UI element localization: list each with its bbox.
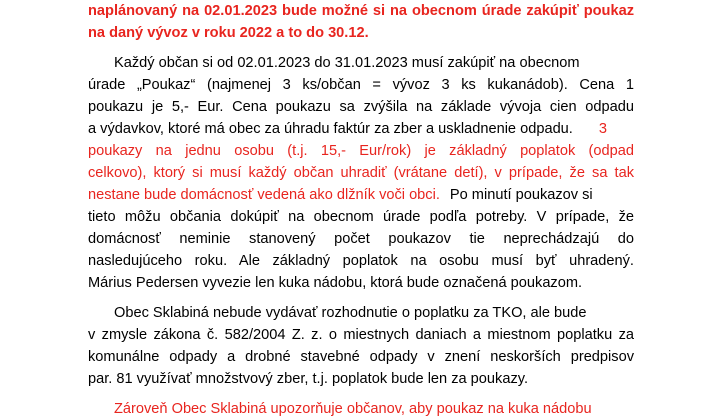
- p1-line-2: úrade „Poukaz“ (najmenej 3 ks/občan = vývoz 3 ks kukanádob). Cena 1: [88, 77, 634, 93]
- intro-line-2: na daný vývoz v roku 2022 a to do 30.12.: [88, 25, 369, 41]
- p1-line-7: [88, 184, 634, 206]
- p1-line-8: tieto môžu občania dokúpiť na obecnom úrade podľa potreby. V prípade, že: [88, 209, 634, 225]
- p1-line-4: [88, 118, 634, 140]
- p2-line-2: v zmysle zákona č. 582/2004 Z. z. o miestnych daniach a miestnom poplatku za: [88, 327, 634, 343]
- p1-line-4-red: 3: [598, 121, 607, 137]
- p1-line-11: Márius Pedersen vyvezie len kuka nádobu, ktorá bude označená poukazom.: [88, 275, 583, 291]
- p1-line-9: domácnosť neminie stanovený počet poukazov tie neprechádzajú do: [88, 231, 634, 247]
- p1-line-7-black: Po minutí poukazov si: [449, 187, 593, 203]
- p2-line-3: komunálne odpady a drobné stavebné odpady v znení neskorších predpisov: [88, 349, 634, 365]
- p1-line-5: poukazy na jednu osobu (t.j. 15,- Eur/rok) je základný poplatok (odpad: [88, 143, 634, 159]
- p3-line-1: Zároveň Obec Sklabiná upozorňuje občanov, aby poukaz na kuka nádobu: [114, 401, 592, 417]
- p1-line-1: Každý občan si od 02.01.2023 do 31.01.2023 musí zakúpiť na obecnom: [114, 55, 580, 71]
- p1-line-10: nasledujúceho roku. Ale základný poplatok na osobu musí byť uhradený.: [88, 253, 634, 269]
- p2-line-4: par. 81 využívať množstvový zber, t.j. poplatok bude len za poukazy.: [88, 371, 529, 387]
- intro-line-1: naplánovaný na 02.01.2023 bude možné si na obecnom úrade zakúpiť poukaz: [88, 3, 634, 19]
- p1-line-7-red: nestane bude domácnosť vedená ako dlžník voči obci.: [88, 187, 440, 203]
- p2-line-1: Obec Sklabiná nebude vydávať rozhodnutie o poplatku za TKO, ale bude: [114, 305, 587, 321]
- p1-line-4-text: a výdavkov, ktoré má obec za úhradu faktúr za zber a uskladnenie odpadu.: [88, 121, 573, 137]
- p1-line-6: celkovo), ktorý si musí každý občan uhradiť (vrátane detí), v prípade, že sa tak: [88, 165, 634, 181]
- p1-line-3: poukazu je 5,- Eur. Cena poukazu sa zvýšila na základe vývoja cien odpadu: [88, 99, 634, 115]
